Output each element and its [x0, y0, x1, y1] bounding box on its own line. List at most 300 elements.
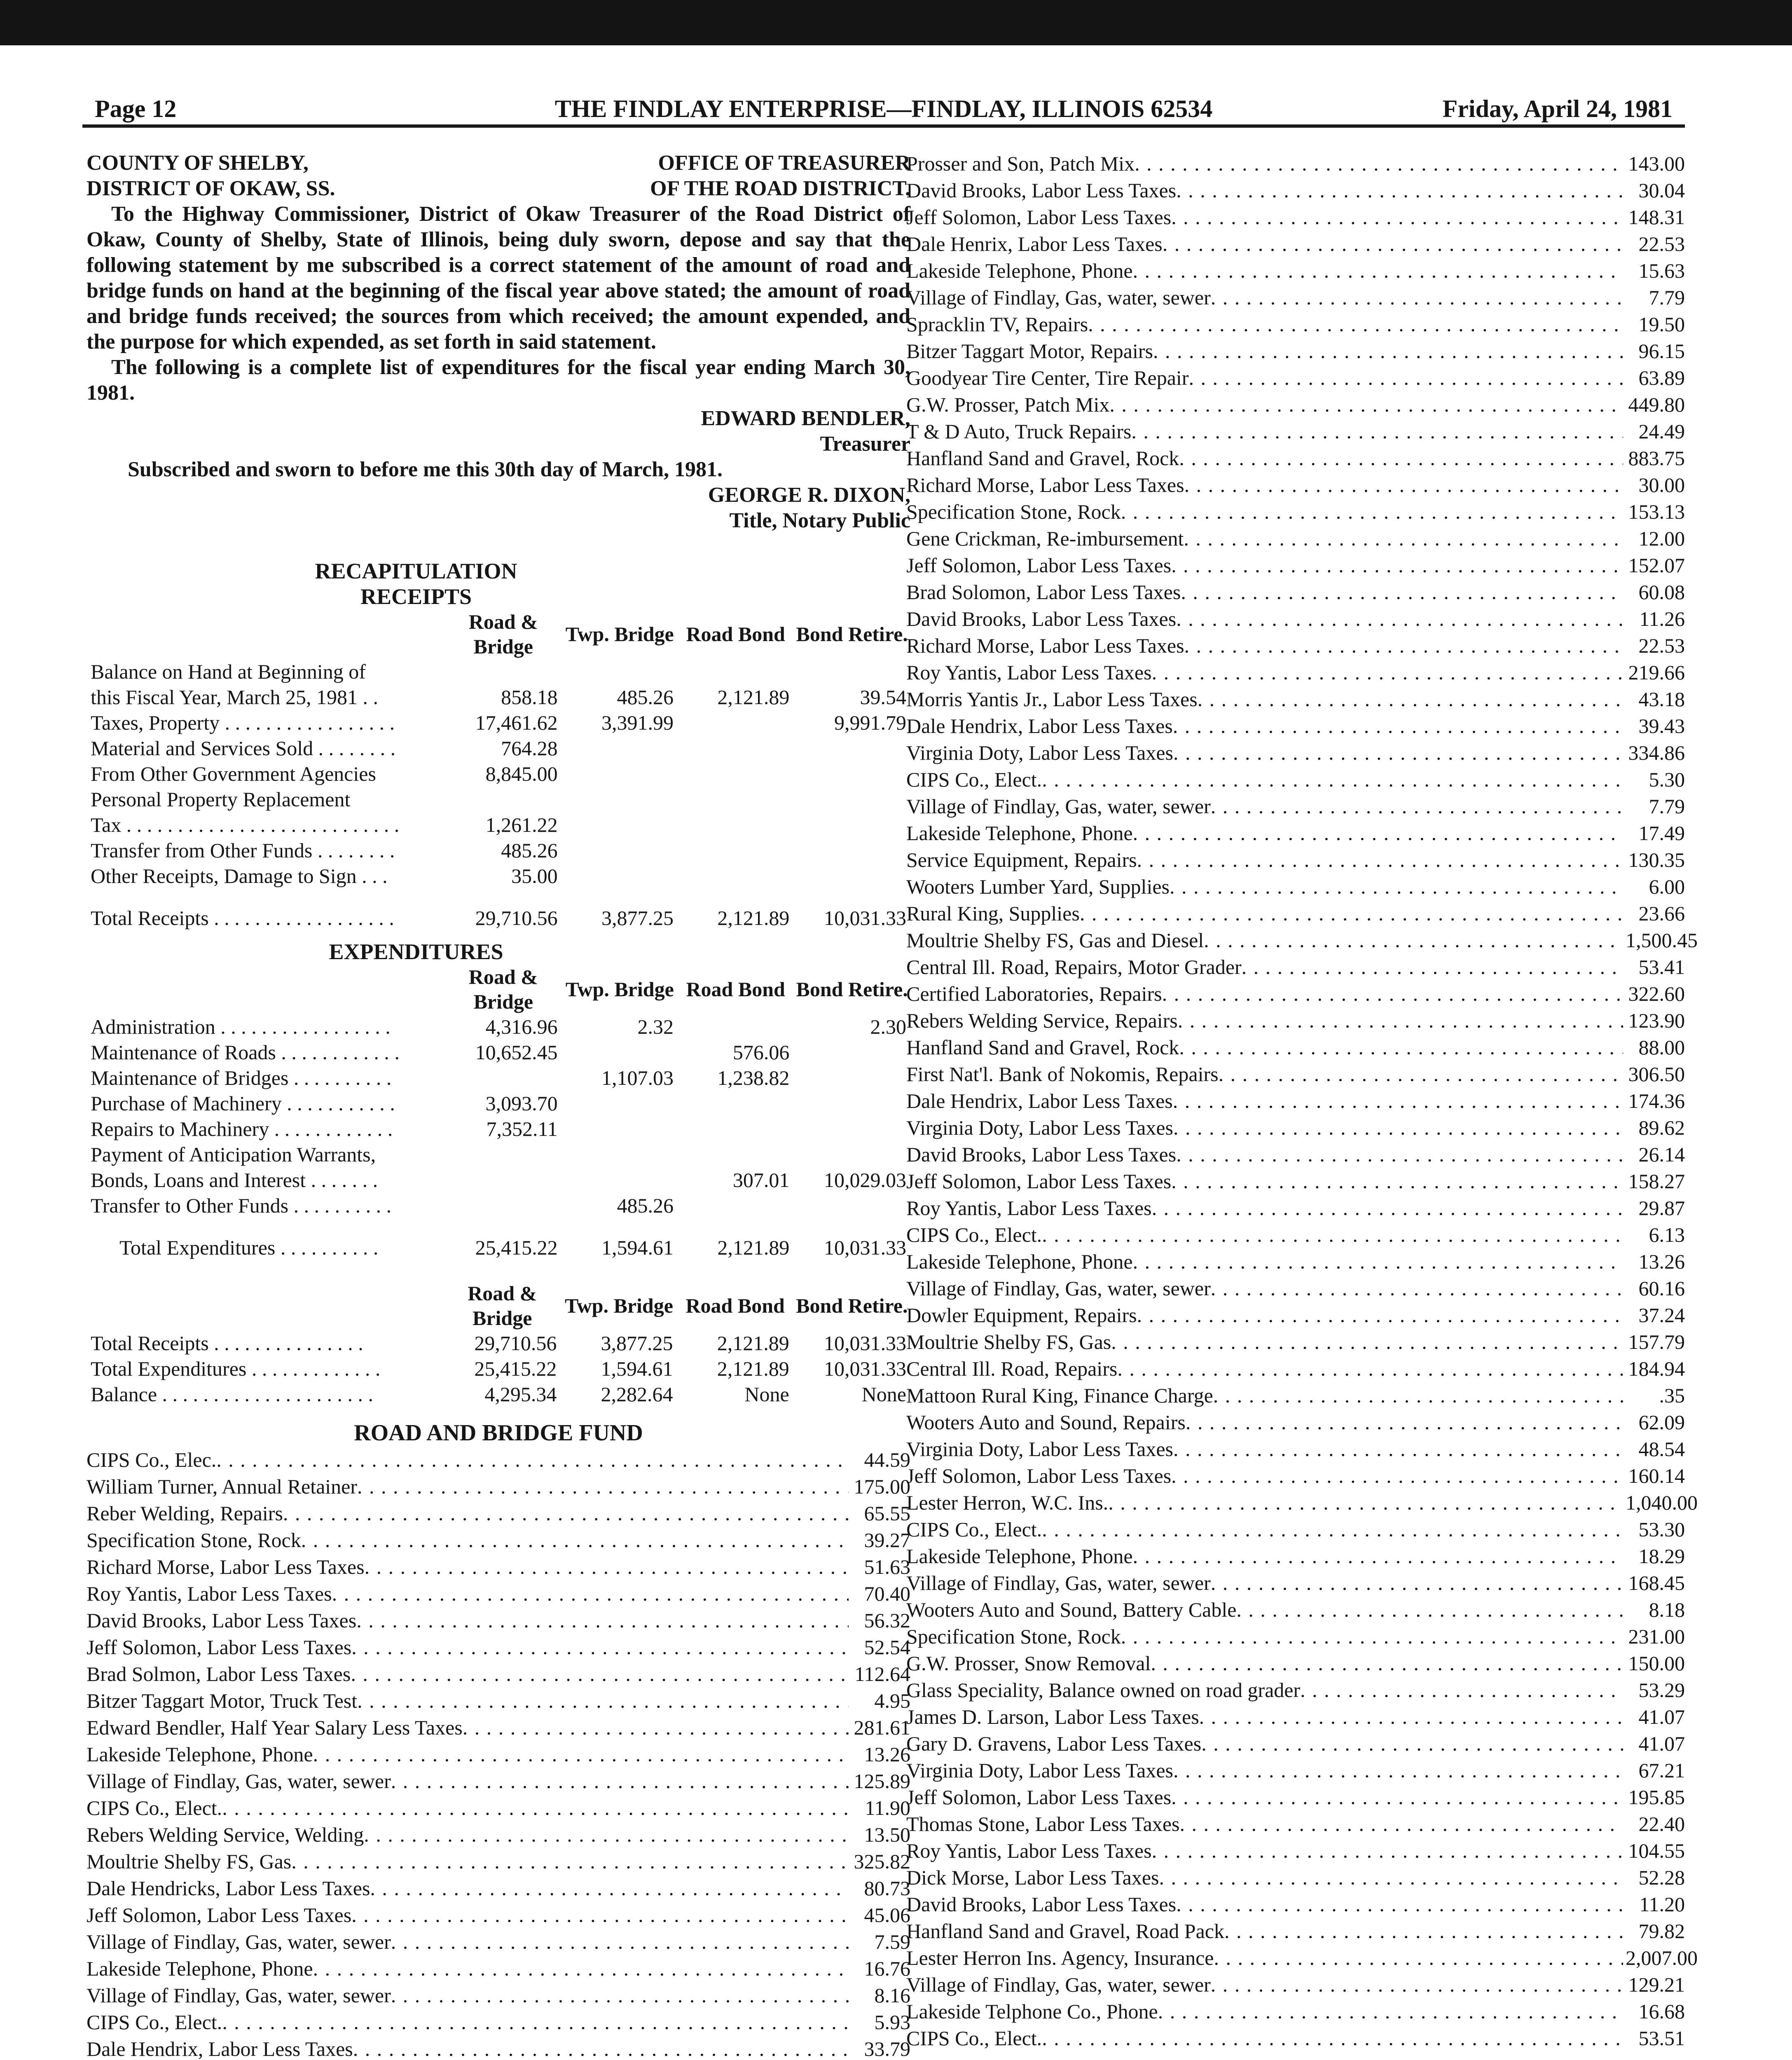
row-value: 1,261.22: [485, 813, 558, 836]
payee: David Brooks, Labor Less Taxes: [906, 1143, 1177, 1166]
ledger-item: [906, 231, 1685, 258]
ledger-item: [906, 552, 1685, 579]
row-value: 4,295.34: [484, 1383, 557, 1406]
receipts-table: [87, 609, 910, 931]
row-value: [678, 735, 793, 761]
row-label: Maintenance of Bridges . . . . . . . . . .: [91, 1066, 392, 1089]
ledger-item: [906, 1034, 1685, 1061]
payee: Jeff Solomon, Labor Less Taxes: [87, 1903, 352, 1927]
ledger-item: [906, 1489, 1698, 1516]
ledger-item: [906, 1811, 1685, 1838]
amount: 39.43: [1638, 714, 1685, 737]
payee: Wooters Auto and Sound, Battery Cable: [906, 1598, 1237, 1621]
amount: 449.80: [1628, 393, 1685, 416]
row-value: [562, 838, 678, 863]
ledger-item: [906, 204, 1685, 231]
ledger-item: [906, 659, 1685, 686]
payee: Edward Bendler, Half Year Salary Less Taxes: [87, 1716, 463, 1739]
amount: 150.00: [1628, 1652, 1685, 1675]
ledger-item: [906, 1222, 1685, 1248]
row-value: [445, 1065, 562, 1091]
ledger-item: [906, 1463, 1685, 1489]
payee: Jeff Solomon, Labor Less Taxes: [906, 1786, 1172, 1809]
row-value: 10,031.33: [824, 1357, 906, 1380]
payee: CIPS Co., Elect.: [87, 2011, 222, 2034]
ledger-item: [906, 1650, 1685, 1677]
expenditure-row: [87, 1014, 910, 1039]
district-line: DISTRICT OF OKAW, SS.: [87, 177, 335, 200]
expenditure-row: [87, 1116, 910, 1142]
masthead: [82, 95, 1685, 128]
row-value: 3,093.70: [485, 1092, 558, 1115]
row-value: [562, 1116, 678, 1142]
payee: Lakeside Telephone, Phone: [906, 822, 1133, 845]
payee: T & D Auto, Truck Repairs: [906, 420, 1132, 443]
ledger-item: [906, 338, 1685, 365]
ledger-item: [906, 1757, 1685, 1784]
ledger-item: [87, 1580, 910, 1607]
amount: 8.16: [874, 1984, 910, 2007]
row-value: [678, 710, 793, 735]
row-value: 2,282.64: [601, 1383, 673, 1406]
receipt-row: [87, 684, 910, 710]
payee: Jeff Solomon, Labor Less Taxes: [906, 554, 1172, 577]
row-label: Personal Property Replacement: [91, 788, 351, 811]
payee: Wooters Auto and Sound, Repairs: [906, 1411, 1186, 1434]
road-bridge-heading: ROAD AND BRIDGE FUND: [354, 1420, 643, 1446]
row-value: None: [861, 1383, 906, 1406]
row-value: [678, 1091, 793, 1116]
payee: Wooters Lumber Yard, Supplies: [906, 875, 1170, 898]
ledger-item: [87, 1955, 910, 1982]
ledger-item: [87, 1554, 910, 1580]
amount: 195.85: [1628, 1786, 1685, 1809]
ledger-item: [87, 2036, 910, 2060]
right-column: [906, 150, 1698, 2060]
ledger-item: [906, 793, 1685, 820]
payee: Specification Stone, Rock: [906, 1625, 1121, 1648]
amount: 158.27: [1628, 1170, 1685, 1193]
payee: Village of Findlay, Gas, water, sewer: [87, 1930, 391, 1953]
amount: 88.00: [1638, 1036, 1685, 1059]
amount: 48.54: [1638, 1437, 1685, 1461]
row-label: Taxes, Property . . . . . . . . . . . . . . . . .: [91, 711, 395, 734]
amount: 52.28: [1638, 1866, 1685, 1889]
ledger-item: [906, 472, 1685, 499]
payee: Dowler Equipment, Repairs: [906, 1304, 1137, 1327]
amount: 112.64: [854, 1662, 910, 1685]
row-value: [678, 761, 793, 787]
treasurer-title: Treasurer: [820, 432, 910, 456]
ledger-item: [906, 847, 1685, 873]
ledger-item: [87, 1447, 910, 1473]
payee: Roy Yantis, Labor Less Taxes: [906, 1196, 1152, 1220]
row-value: [562, 863, 678, 889]
row-label: this Fiscal Year, March 25, 1981 . .: [91, 686, 378, 709]
amount: 22.53: [1638, 232, 1685, 255]
row-value: [678, 1116, 793, 1142]
payee: Moultrie Shelby FS, Gas: [87, 1850, 292, 1873]
amount: 325.82: [854, 1850, 910, 1873]
payee: CIPS Co., Elect.: [906, 1223, 1042, 1246]
row-value: [793, 1116, 910, 1142]
receipt-row: [87, 863, 910, 889]
payee: David Brooks, Labor Less Taxes: [906, 1893, 1177, 1916]
receipts-col-headers: [87, 609, 910, 659]
ledger-item: [906, 632, 1685, 659]
row-value: 485.26: [617, 1194, 674, 1217]
col-header: Road Bond: [686, 623, 785, 646]
ledger-item: [906, 900, 1685, 927]
row-label: Bonds, Loans and Interest . . . . . . .: [91, 1168, 378, 1192]
amount: .35: [1659, 1384, 1685, 1407]
payee: Jeff Solomon, Labor Less Taxes: [906, 206, 1172, 229]
amount: 231.00: [1628, 1625, 1685, 1648]
ledger-item: [906, 1436, 1685, 1463]
payee: Goodyear Tire Center, Tire Repair: [906, 366, 1189, 389]
row-label: Purchase of Machinery . . . . . . . . . . .: [91, 1092, 395, 1115]
amount: 16.76: [864, 1957, 910, 1980]
row-value: [678, 1193, 793, 1218]
payee: Dale Hendrix, Labor Less Taxes: [87, 2037, 353, 2060]
payee: Rebers Welding Service, Welding: [87, 1823, 364, 1846]
row-value: 485.26: [617, 686, 674, 709]
row-label: From Other Government Agencies: [91, 762, 376, 785]
ledger-item: [906, 445, 1685, 472]
amount: 153.13: [1628, 500, 1685, 523]
amount: 53.41: [1638, 955, 1685, 978]
amount: 56.32: [864, 1609, 910, 1632]
row-value: [793, 787, 910, 812]
newspaper-page: [82, 95, 1698, 2060]
receipt-row: [87, 735, 910, 761]
payee: Lester Herron, W.C. Ins.: [906, 1491, 1109, 1514]
ledger-item: [906, 177, 1685, 204]
payee: Roy Yantis, Labor Less Taxes: [906, 661, 1152, 684]
total-receipts-row: Total Receipts . . . . . . . . . . . . . . . . . . 29,710.56 3,877.25 2,121.89 10,031.33: [91, 906, 906, 929]
ledger-item: [906, 1275, 1685, 1302]
amount: 89.62: [1638, 1116, 1685, 1139]
ledger-item: [906, 820, 1685, 847]
ledger-item: [87, 1500, 910, 1527]
amount: 15.63: [1638, 259, 1685, 282]
receipt-row: [87, 812, 910, 838]
row-value: [562, 735, 678, 761]
county-line: COUNTY OF SHELBY,: [87, 151, 309, 175]
payee: First Nat'l. Bank of Nokomis, Repairs: [906, 1063, 1219, 1086]
payee: James D. Larson, Labor Less Taxes: [906, 1705, 1199, 1728]
payee: Dale Henrix, Labor Less Taxes: [906, 232, 1163, 255]
ledger-item: [87, 1527, 910, 1554]
amount: 306.50: [1628, 1063, 1685, 1086]
page-number: Page 12: [95, 95, 177, 122]
payee: Richard Morse, Labor Less Taxes: [906, 473, 1184, 496]
row-label: Transfer from Other Funds . . . . . . . .: [91, 839, 395, 862]
recap-heading: RECAPITULATION: [315, 559, 517, 583]
payee: Dale Hendrix, Labor Less Taxes: [906, 1089, 1173, 1112]
expenditure-row: [87, 1091, 910, 1116]
ledger-item: [906, 1355, 1685, 1382]
amount: 51.63: [864, 1555, 910, 1578]
amount: 39.27: [864, 1529, 910, 1552]
ledger-item: [906, 1596, 1685, 1623]
ledger-item: [906, 686, 1685, 713]
amount: 5.93: [874, 2011, 910, 2034]
payee: Brad Solomon, Labor Less Taxes: [906, 581, 1181, 604]
ledger-item: [906, 1730, 1685, 1757]
payee: Jeff Solomon, Labor Less Taxes: [906, 1464, 1172, 1487]
amount: 30.00: [1638, 473, 1685, 496]
ledger-item: [906, 525, 1685, 552]
payee: Gene Crickman, Re-imbursement: [906, 527, 1184, 550]
amount: 80.73: [864, 1877, 910, 1900]
payee: Lakeside Telephone, Phone: [906, 1250, 1133, 1273]
ledger-item: [906, 1114, 1685, 1141]
amount: 13.26: [1638, 1250, 1685, 1273]
row-value: 576.06: [732, 1041, 790, 1064]
amount: 43.18: [1638, 688, 1685, 711]
treasurer-name: EDWARD BENDLER,: [701, 407, 910, 430]
payee: Village of Findlay, Gas, water, sewer: [906, 286, 1211, 309]
ledger-item: [906, 365, 1685, 391]
summary-row: [87, 1330, 910, 1356]
row-value: 3,877.25: [601, 1332, 673, 1355]
payee: Gary D. Gravens, Labor Less Taxes: [906, 1732, 1202, 1755]
ledger-item: [906, 1864, 1685, 1891]
row-value: [562, 659, 678, 684]
payee: CIPS Co., Elec.: [87, 1448, 217, 1471]
col-header: Road & Bridge: [468, 610, 538, 658]
ledger-item: [906, 1945, 1698, 1971]
payee: Specification Stone, Rock: [87, 1529, 301, 1552]
payee: Roy Yantis, Labor Less Taxes: [906, 1839, 1152, 1862]
ledger-item: [87, 1875, 910, 1902]
ledger-item: [906, 1516, 1685, 1543]
payee: Dick Morse, Labor Less Taxes: [906, 1866, 1159, 1889]
col-header: Twp. Bridge: [565, 623, 674, 646]
payee: Village of Findlay, Gas, water, sewer: [87, 1984, 391, 2007]
row-value: None: [744, 1383, 789, 1406]
amount: 67.21: [1638, 1759, 1685, 1782]
row-value: 10,031.33: [824, 1332, 906, 1355]
ledger-item: [906, 1195, 1685, 1222]
receipt-row: [87, 710, 910, 735]
row-value: [793, 812, 910, 838]
amount: 53.51: [1638, 2027, 1685, 2050]
row-value: 3,391.99: [601, 711, 674, 734]
amount: 160.14: [1628, 1464, 1685, 1487]
payee: Reber Welding, Repairs: [87, 1502, 283, 1525]
row-value: 307.01: [732, 1168, 790, 1192]
amount: 123.90: [1628, 1009, 1685, 1032]
row-value: [445, 1193, 562, 1218]
ledger-item: [906, 740, 1685, 766]
payee: Dale Hendricks, Labor Less Taxes: [87, 1877, 370, 1900]
amount: 44.59: [864, 1448, 910, 1471]
expenditures-heading: EXPENDITURES: [329, 939, 503, 964]
payee: Bitzer Taggart Motor, Truck Test: [87, 1689, 358, 1712]
ledger-item: [906, 1998, 1685, 2025]
payee: Lester Herron Ins. Agency, Insurance: [906, 1946, 1214, 1969]
payee: David Brooks, Labor Less Taxes: [906, 607, 1177, 630]
amount: 7.79: [1649, 795, 1685, 818]
amount: 883.75: [1628, 447, 1685, 470]
ledger-item: [87, 1982, 910, 2009]
row-label: Total Expenditures . . . . . . . . . . . . .: [91, 1357, 381, 1380]
row-value: [793, 1065, 910, 1091]
amount: 52.54: [864, 1636, 910, 1659]
payee: William Turner, Annual Retainer: [87, 1475, 358, 1498]
amount: 30.04: [1638, 179, 1685, 202]
row-label: Material and Services Sold . . . . . . . .: [91, 737, 396, 760]
payee: Virginia Doty, Labor Less Taxes: [906, 1116, 1173, 1139]
row-value: [678, 838, 793, 863]
row-label: Administration . . . . . . . . . . . . . . . . .: [91, 1015, 391, 1038]
payee: Village of Findlay, Gas, water, sewer: [906, 795, 1211, 818]
row-value: 9,991.79: [834, 711, 906, 734]
ledger-item: [906, 1248, 1685, 1275]
ledger-item: [906, 1623, 1685, 1650]
amount: 281.61: [854, 1716, 910, 1739]
ledger-item: [906, 1971, 1685, 1998]
row-value: 764.28: [501, 737, 558, 760]
payee: Roy Yantis, Labor Less Taxes: [87, 1582, 332, 1605]
amount: 152.07: [1628, 554, 1685, 577]
payee: Moultrie Shelby FS, Gas and Diesel: [906, 929, 1204, 952]
row-value: [445, 659, 562, 684]
expenditure-row: [87, 1065, 910, 1091]
row-value: [445, 1167, 562, 1193]
ledger-item: [906, 1543, 1685, 1570]
amount: 219.66: [1628, 661, 1685, 684]
amount: 4.95: [874, 1689, 910, 1712]
row-value: [445, 1142, 562, 1167]
receipt-row: [87, 838, 910, 863]
row-label: Total Receipts . . . . . . . . . . . . . . .: [91, 1332, 363, 1355]
amount: 334.86: [1628, 741, 1685, 764]
notary-title: Title, Notary Public: [729, 509, 910, 532]
ledger-item: [906, 1088, 1685, 1114]
ledger-item: [906, 2025, 1685, 2052]
ledger-item: [906, 284, 1685, 311]
ledger-item: [906, 1784, 1685, 1811]
office-line: OFFICE OF TREASURER: [658, 151, 910, 175]
road-district-line: OF THE ROAD DISTRICT.: [650, 177, 910, 200]
issue-date: Friday, April 24, 1981: [1442, 95, 1673, 122]
amount: 104.55: [1628, 1839, 1685, 1862]
payee: Hanfland Sand and Gravel, Rock: [906, 1036, 1179, 1059]
payee: Spracklin TV, Repairs: [906, 313, 1088, 336]
amount: 16.68: [1638, 2000, 1685, 2023]
amount: 13.26: [864, 1743, 910, 1766]
ledger-item: [906, 258, 1685, 284]
amount: 19.50: [1638, 313, 1685, 336]
amount: 62.09: [1638, 1411, 1685, 1434]
amount: 65.55: [864, 1502, 910, 1525]
row-value: [562, 787, 678, 812]
amount: 12.00: [1638, 527, 1685, 550]
amount: 41.07: [1638, 1732, 1685, 1755]
total-expenditures-row: Total Expenditures . . . . . . . . . . 25,415.22 1,594.61 2,121.89 10,031.33: [119, 1236, 906, 1259]
amount: 322.60: [1628, 982, 1685, 1005]
payee: David Brooks, Labor Less Taxes: [87, 1609, 357, 1632]
row-value: [678, 1014, 793, 1039]
payee: Lakeside Telephone, Phone: [906, 1545, 1133, 1568]
payee: Village of Findlay, Gas, water, sewer: [906, 1571, 1211, 1594]
payee: Lakeside Telephone, Phone: [87, 1957, 313, 1980]
ledger-item: [906, 927, 1698, 954]
row-label: Transfer to Other Funds . . . . . . . . . .: [91, 1194, 392, 1217]
ledger-item: [906, 1838, 1685, 1864]
ledger-item: [906, 981, 1685, 1007]
newspaper-title: THE FINDLAY ENTERPRISE—FINDLAY, ILLINOIS 62534: [554, 95, 1213, 122]
amount: 5.30: [1649, 768, 1685, 791]
amount: 6.00: [1649, 875, 1685, 898]
ledger-item: [906, 1168, 1685, 1195]
ledger-item: [906, 873, 1685, 900]
ledger-item: [906, 499, 1685, 525]
expenditures-table: Road & Bridge Twp. Bridge Road Bond Bond Retire. Administration . . . . . . . . . . . . . . . . . 4,316.96 2.32 2.30 Maintenance of Roads . . . . . . . . . . . . 10,652.45 576.06 Maintenance of Bridges . . . . . . . . . . 1,107.03 1,238.82 Purchase of Machinery . . . . . . . . . . . 3,093.70 Repairs to Machinery . . . . . . . . . . . . 7,352.11 Payment of Anticipation Warrants, Bonds, Loans and Interest . . . . . . . 307.01 10,029.03 Transfer to Other Funds . . . . . . . . . . 485.26 Total Expenditures . . . . . . . . . . 25,415.22 1,594.61 2,121.89 10,031.33: [87, 964, 910, 1260]
amount: 18.29: [1638, 1545, 1685, 1568]
notary-name: GEORGE R. DIXON,: [708, 483, 910, 507]
payee: Rebers Welding Service, Repairs: [906, 1009, 1178, 1032]
payee: Lakeside Telphone Co., Phone: [906, 2000, 1158, 2023]
payee: CIPS Co., Elect.: [906, 1518, 1042, 1541]
road-bridge-list: [87, 1447, 910, 2060]
row-value: 4,316.96: [485, 1015, 558, 1038]
payee: CIPS Co., Elect.: [906, 768, 1042, 791]
ledger-item: [906, 1061, 1685, 1088]
amount: 53.29: [1638, 1678, 1685, 1702]
payee: Specification Stone, Rock: [906, 500, 1121, 523]
row-value: [445, 787, 562, 812]
payee: Village of Findlay, Gas, water, sewer: [906, 1277, 1211, 1300]
amount: 168.45: [1628, 1571, 1685, 1594]
payee: Brad Solmon, Labor Less Taxes: [87, 1662, 351, 1685]
receipts-heading: RECEIPTS: [360, 584, 472, 609]
expenditure-row: [87, 1193, 910, 1218]
payee: Bitzer Taggart Motor, Repairs: [906, 339, 1153, 363]
row-label: Maintenance of Roads . . . . . . . . . . . .: [91, 1041, 400, 1064]
payee: Rural King, Supplies: [906, 902, 1080, 925]
row-label: Repairs to Machinery . . . . . . . . . . . .: [91, 1117, 393, 1140]
ledger-item: [87, 1902, 910, 1929]
row-value: [678, 812, 793, 838]
ledger-item: [906, 1409, 1685, 1436]
expenditure-row: [87, 1142, 910, 1167]
amount: 53.30: [1638, 1518, 1685, 1541]
row-value: 10,652.45: [475, 1041, 558, 1064]
amount: 17.49: [1638, 822, 1685, 845]
payee: Moultrie Shelby FS, Gas: [906, 1330, 1111, 1353]
amount: 7.79: [1649, 286, 1685, 309]
payee: Service Equipment, Repairs: [906, 848, 1137, 871]
amount: 143.00: [1628, 152, 1685, 175]
row-value: [793, 659, 910, 684]
row-value: 25,415.22: [474, 1357, 557, 1380]
ledger-item: [906, 1891, 1685, 1918]
left-column: [87, 150, 910, 2060]
row-value: 858.18: [501, 686, 558, 709]
row-value: [562, 1167, 678, 1193]
amount: 96.15: [1638, 339, 1685, 363]
row-value: [793, 761, 910, 787]
row-label: Other Receipts, Damage to Sign . . .: [91, 864, 388, 887]
expenditure-row: [87, 1039, 910, 1065]
ledger-item: [906, 1302, 1685, 1329]
amount: 29.87: [1638, 1196, 1685, 1220]
payee: Hanfland Sand and Gravel, Road Pack: [906, 1920, 1224, 1943]
